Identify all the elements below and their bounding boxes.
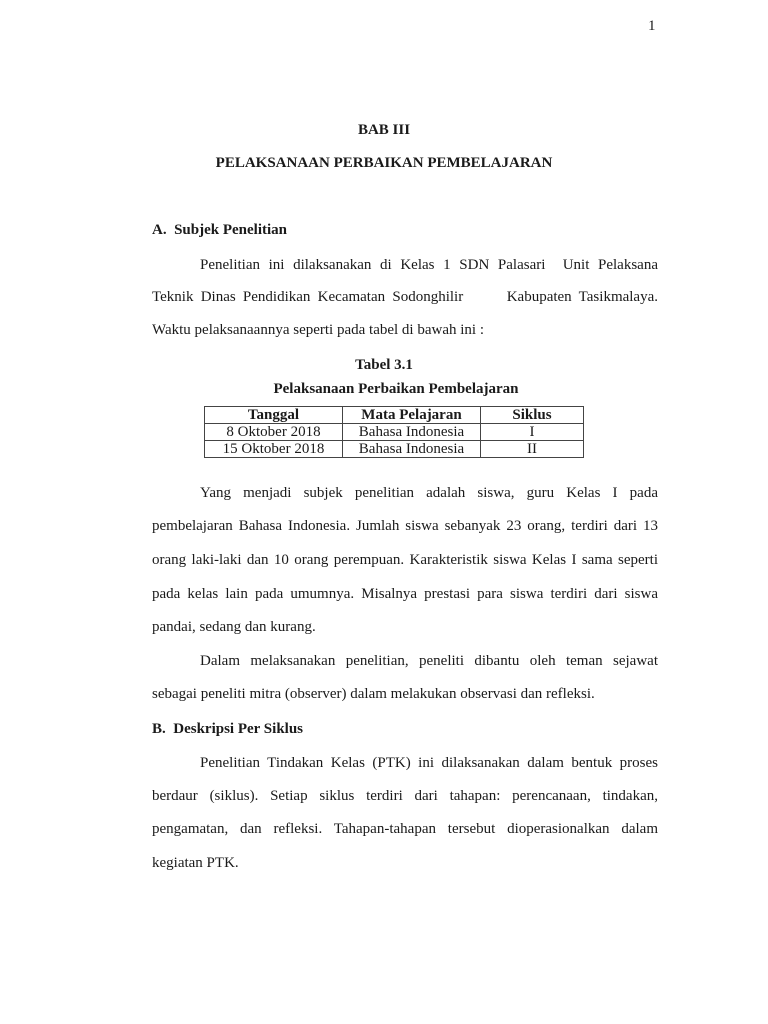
- table-cell: I: [481, 424, 584, 441]
- paragraph-line: berdaur (siklus). Setiap siklus terdiri dari tahapan: perencanaan, tindakan,: [152, 788, 658, 804]
- paragraph-line: kegiatan PTK.: [152, 855, 239, 871]
- paragraph-line: pembelajaran Bahasa Indonesia. Jumlah siswa sebanyak 23 orang, terdiri dari 13: [152, 518, 658, 534]
- paragraph-line: pandai, sedang dan kurang.: [152, 619, 316, 635]
- table-row: [205, 424, 584, 441]
- paragraph-line: Dalam melaksanakan penelitian, peneliti dibantu oleh teman sejawat: [200, 653, 658, 669]
- column-header: Mata Pelajaran: [343, 407, 481, 424]
- paragraph-line: Yang menjadi subjek penelitian adalah siswa, guru Kelas I pada: [200, 485, 658, 501]
- table-header-row: [205, 407, 584, 424]
- table-caption: Tabel 3.1: [355, 357, 413, 373]
- paragraph-line: pada kelas lain pada umumnya. Misalnya prestasi para siswa terdiri dari siswa: [152, 586, 658, 602]
- paragraph-line: pengamatan, dan refleksi. Tahapan-tahapan tersebut dioperasionalkan dalam: [152, 821, 658, 837]
- table-cell: Bahasa Indonesia: [343, 441, 481, 458]
- table-cell: II: [481, 441, 584, 458]
- paragraph-line: Penelitian ini dilaksanakan di Kelas 1 SDN Palasari Unit Pelaksana: [200, 257, 658, 273]
- table-title: Pelaksanaan Perbaikan Pembelajaran: [273, 381, 519, 397]
- column-header: Siklus: [481, 407, 584, 424]
- chapter-title: PELAKSANAAN PERBAIKAN PEMBELAJARAN: [215, 155, 553, 171]
- chapter-label: BAB III: [357, 122, 411, 138]
- section-a-heading: A. Subjek Penelitian: [152, 222, 288, 238]
- paragraph-line: orang laki-laki dan 10 orang perempuan. Karakteristik siswa Kelas I sama seperti: [152, 552, 658, 568]
- paragraph-line: Penelitian Tindakan Kelas (PTK) ini dilaksanakan dalam bentuk proses: [200, 755, 658, 771]
- table-cell: 15 Oktober 2018: [205, 441, 343, 458]
- page-number: 1: [648, 18, 656, 34]
- table-row: [205, 441, 584, 458]
- section-b-heading: B. Deskripsi Per Siklus: [152, 721, 304, 737]
- table-cell: Bahasa Indonesia: [343, 424, 481, 441]
- paragraph-line: Waktu pelaksanaannya seperti pada tabel di bawah ini :: [152, 322, 484, 338]
- table-cell: 8 Oktober 2018: [205, 424, 343, 441]
- column-header: Tanggal: [205, 407, 343, 424]
- paragraph-line: Teknik Dinas Pendidikan Kecamatan Sodonghilir Kabupaten Tasikmalaya.: [152, 289, 658, 305]
- paragraph-line: sebagai peneliti mitra (observer) dalam melakukan observasi dan refleksi.: [152, 686, 595, 702]
- schedule-table: [204, 406, 584, 458]
